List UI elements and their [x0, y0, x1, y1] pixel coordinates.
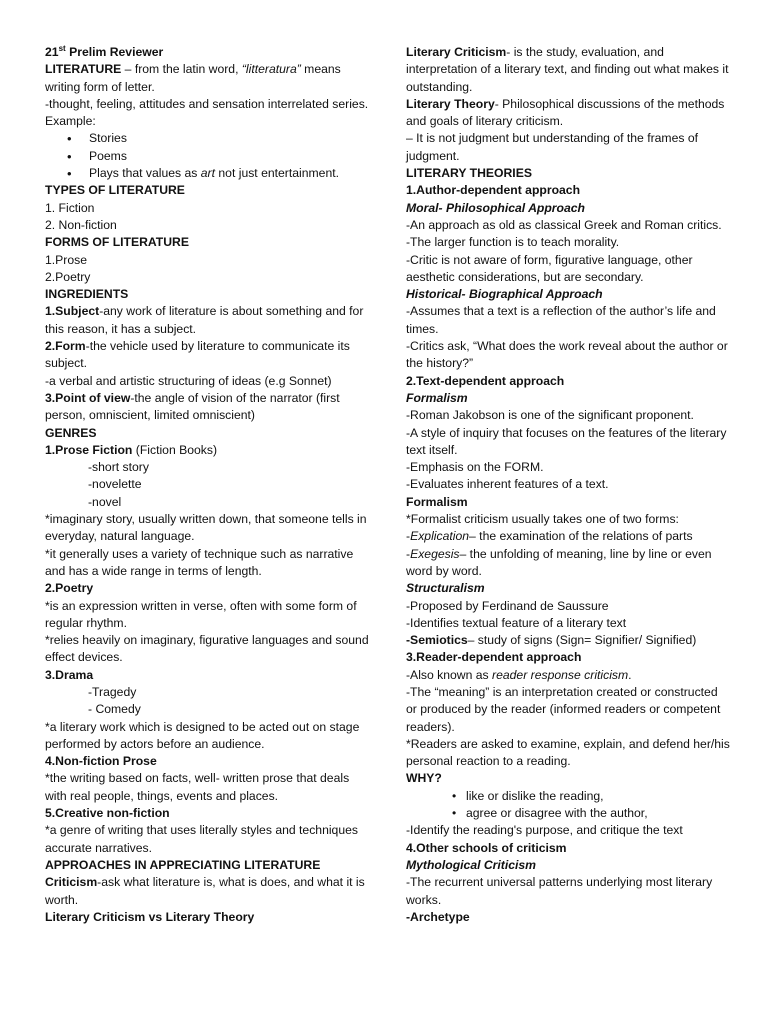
text-line: -A style of inquiry that focuses on the features of the literary text itself.	[406, 425, 727, 457]
bullet-item: • agree or disagree with the author,	[406, 805, 731, 822]
text-run: -	[406, 529, 411, 544]
text-line: *it generally uses a variety of technique such as narrative and has a wide range in terms of length.	[45, 546, 354, 578]
heading: TYPES OF LITERATURE	[45, 183, 185, 198]
bullet-item: • like or dislike the reading,	[406, 788, 731, 805]
text-run: (Fiction Books)	[132, 442, 218, 457]
text-line	[45, 61, 370, 96]
text-line: – It is not judgment but understanding of the frames of judgment.	[406, 131, 699, 163]
right-column	[406, 44, 731, 926]
text-line	[45, 44, 370, 61]
heading: 4.Other schools of criticism	[406, 840, 567, 855]
text-run: 21	[45, 45, 59, 59]
text-run: Prelim Reviewer	[65, 45, 164, 59]
heading: INGREDIENTS	[45, 287, 129, 302]
text-run: st	[58, 43, 66, 53]
text-line: *Formalist criticism usually takes one of two forms:	[406, 512, 679, 527]
subheading: Structuralism	[406, 581, 485, 596]
text-line: -Assumes that a text is a reflection of the author’s life and times.	[406, 304, 716, 336]
text-line	[406, 632, 731, 649]
text-line: -Identifies textual feature of a literary text	[406, 615, 627, 630]
text-run: Plays that values as	[89, 166, 201, 181]
text-line: -Evaluates inherent features of a text.	[406, 477, 609, 492]
text-run: .	[628, 667, 632, 682]
subheading: Mythological Criticism	[406, 857, 537, 872]
text-run: “litteratura”	[241, 62, 301, 77]
text-line: -The recurrent universal patterns underlying most literary works.	[406, 875, 713, 907]
text-line	[45, 338, 370, 373]
text-line: *Readers are asked to examine, explain, and defend her/his personal reaction to a reading.	[406, 736, 730, 769]
heading: 1.Author-dependent approach	[406, 183, 581, 198]
sub-list-item: -short story	[88, 460, 149, 475]
heading: LITERARY THEORIES	[406, 166, 532, 181]
text-run: LITERATURE	[45, 62, 122, 77]
heading: Literary Criticism vs Literary Theory	[45, 909, 255, 924]
text-line	[45, 874, 370, 909]
text-run: not just entertainment.	[215, 166, 339, 181]
bullet-item: • Poems	[45, 148, 370, 165]
text-run: 1.Prose Fiction	[45, 442, 133, 457]
sub-list-item: - Comedy	[88, 702, 141, 717]
text-line: *is an expression written in verse, often with some form of regular rhythm.	[45, 598, 357, 630]
subheading: Formalism	[406, 390, 468, 405]
text-run: 1.Subject	[45, 304, 100, 319]
text-run: Literary Criticism	[406, 45, 507, 59]
text-line: -Critics ask, “What does the work reveal about the author or the history?”	[406, 339, 728, 371]
text-line	[45, 303, 370, 338]
text-run: Explication	[410, 529, 470, 544]
text-run: – study of signs (Sign= Signifier/ Signified)	[467, 633, 697, 648]
text-line: -The larger function is to teach morality.	[406, 235, 620, 250]
text-line: -The “meaning” is an interpretation created or constructed or produced by the reader (informed readers or competent readers).	[406, 684, 721, 734]
text-line: Example:	[45, 114, 96, 129]
text-run: 3.Point of view	[45, 390, 131, 405]
text-line: *a genre of writing that uses literally styles and techniques accurate narratives.	[45, 823, 358, 855]
heading: -Archetype	[406, 909, 470, 924]
heading: 2.Text-dependent approach	[406, 373, 565, 388]
text-line: -thought, feeling, attitudes and sensation interrelated series.	[45, 96, 369, 111]
text-line	[406, 667, 731, 684]
text-line	[406, 44, 731, 96]
text-line	[406, 546, 731, 581]
left-column	[45, 44, 370, 926]
text-run: 2.Form	[45, 339, 86, 354]
bullet-item	[45, 165, 370, 182]
text-run: -Semiotics	[406, 633, 468, 648]
text-run: Literary Theory	[406, 96, 495, 111]
text-run: means writing form of letter.	[45, 62, 341, 94]
heading: 3.Reader-dependent approach	[406, 650, 582, 665]
text-run: – from the latin word,	[121, 62, 242, 77]
text-line: -Identify the reading's purpose, and critique the text	[406, 823, 683, 838]
heading: Formalism	[406, 494, 468, 509]
text-line: -An approach as old as classical Greek and Roman critics.	[406, 217, 722, 232]
heading: 3.Drama	[45, 667, 94, 682]
bullet-item: • Stories	[45, 130, 370, 147]
sub-list-item: -novel	[88, 494, 122, 509]
heading: 4.Non-fiction Prose	[45, 754, 157, 769]
text-line	[406, 96, 731, 131]
text-run: -any work of literature is about something and for this reason, it has a subject.	[45, 304, 364, 336]
heading: APPROACHES IN APPRECIATING LITERATURE	[45, 857, 321, 872]
text-run: Criticism	[45, 875, 98, 890]
text-line: *relies heavily on imaginary, figurative languages and sound effect devices.	[45, 633, 369, 665]
text-line: *the writing based on facts, well- written prose that deals with real people, things, events and places.	[45, 771, 350, 803]
heading: GENRES	[45, 425, 97, 440]
text-run: -Also known as	[406, 667, 493, 682]
text-run: – the examination of the relations of parts	[469, 529, 693, 544]
subheading: Historical- Biographical Approach	[406, 287, 603, 302]
heading: WHY?	[406, 771, 442, 786]
text-run: art	[200, 166, 216, 181]
text-line: -Critic is not aware of form, figurative language, other aesthetic considerations, but are secondary.	[406, 252, 693, 284]
text-line: -Roman Jakobson is one of the significant proponent.	[406, 408, 694, 423]
text-line: -Emphasis on the FORM.	[406, 460, 544, 475]
text-line	[45, 390, 370, 425]
text-run: -	[406, 546, 411, 561]
text-run: -ask what literature is, what is does, and what it is worth.	[45, 875, 365, 907]
heading: 5.Creative non-fiction	[45, 806, 170, 821]
text-line: 2. Non-fiction	[45, 217, 117, 232]
text-line	[406, 528, 731, 545]
text-run: reader response criticism	[492, 667, 629, 682]
subheading: Moral- Philosophical Approach	[406, 200, 585, 215]
text-line: 1.Prose	[45, 252, 88, 267]
text-run: Exegesis	[410, 546, 460, 561]
text-line	[45, 442, 370, 459]
text-run: - is the study, evaluation, and interpretation of a literary text, and finding out what makes it outstanding.	[406, 45, 729, 94]
sub-list-item: -Tragedy	[88, 684, 137, 699]
sub-list-item: -novelette	[88, 477, 142, 492]
text-run: -the angle of vision of the narrator (first person, omniscient, limited omniscient)	[45, 390, 340, 423]
text-line: 1. Fiction	[45, 200, 95, 215]
text-line: 2.Poetry	[45, 269, 91, 284]
text-line: -a verbal and artistic structuring of ideas (e.g Sonnet)	[45, 373, 332, 388]
text-line: -Proposed by Ferdinand de Saussure	[406, 598, 609, 613]
text-run: – the unfolding of meaning, line by line or even word by word.	[406, 546, 712, 578]
text-run: - Philosophical discussions of the methods and goals of literary criticism.	[406, 96, 725, 129]
text-run: -the vehicle used by literature to communicate its subject.	[45, 339, 350, 371]
heading: 2.Poetry	[45, 581, 94, 596]
heading: FORMS OF LITERATURE	[45, 235, 189, 250]
text-line: *a literary work which is designed to be acted out on stage performed by actors before an audience.	[45, 719, 360, 751]
text-line: *imaginary story, usually written down, that someone tells in everyday, natural language.	[45, 512, 367, 544]
